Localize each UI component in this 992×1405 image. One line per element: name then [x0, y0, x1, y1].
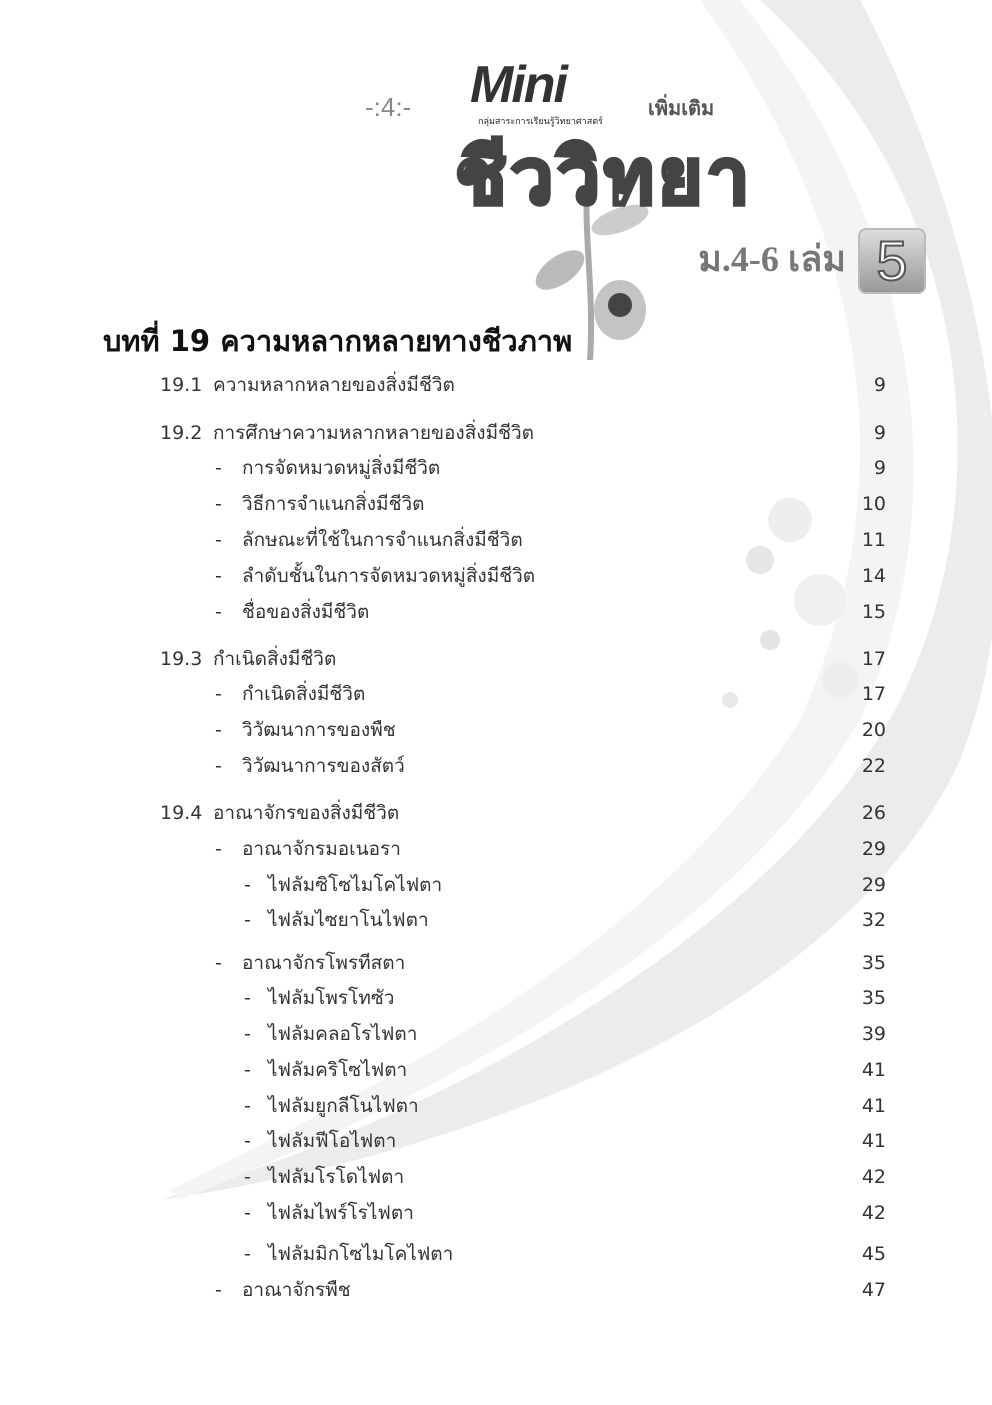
toc-entry [0, 1275, 886, 1305]
entry-title: ลำดับชั้นในการจัดหมวดหมู่สิ่งมีชีวิต [242, 565, 536, 587]
logo-title: ชีววิทยา [455, 132, 754, 221]
toc-entry [0, 525, 886, 555]
entry-bullet: - [244, 1130, 251, 1152]
toc-entry [0, 905, 886, 935]
entry-title: ไฟลัมไพร์โรไฟตา [268, 1202, 414, 1224]
ladybug-icon [608, 293, 632, 317]
entry-title: ไฟลัมซิโซไมโคไฟตา [268, 874, 443, 896]
logo-mini: Mini [470, 56, 566, 114]
entry-bullet: - [215, 719, 222, 741]
toc-entry [0, 418, 886, 448]
entry-bullet: - [215, 755, 222, 777]
entry-page: 9 [873, 457, 886, 479]
entry-title: ไฟลัมฟีโอไฟตา [268, 1130, 397, 1152]
entry-title: ไฟลัมมิกโซไมโคไฟตา [268, 1243, 454, 1265]
toc-entry [0, 1239, 886, 1269]
entry-bullet: - [244, 987, 251, 1009]
toc-entry [0, 453, 886, 483]
entry-number: 19.3 [160, 648, 203, 670]
entry-title: ไฟลัมคริโซไฟตา [268, 1059, 408, 1081]
entry-title: การศึกษาความหลากหลายของสิ่งมีชีวิต [213, 422, 534, 444]
entry-page: 20 [861, 719, 886, 741]
entry-page: 41 [861, 1095, 886, 1117]
entry-title: ไฟลัมไซยาโนไฟตา [268, 909, 429, 931]
toc-entry [0, 597, 886, 627]
toc-entry [0, 751, 886, 781]
toc-entry [0, 983, 886, 1013]
entry-bullet: - [244, 909, 251, 931]
toc-entry [0, 370, 886, 400]
entry-title: กำเนิดสิ่งมีชีวิต [213, 648, 337, 670]
entry-page: 22 [861, 755, 886, 777]
entry-bullet: - [215, 838, 222, 860]
entry-page: 9 [873, 374, 886, 396]
toc-entry [0, 644, 886, 674]
entry-page: 35 [861, 952, 886, 974]
toc-entry [0, 679, 886, 709]
entry-page: 17 [861, 683, 886, 705]
toc-entry [0, 1019, 886, 1049]
entry-title: การจัดหมวดหมู่สิ่งมีชีวิต [242, 457, 441, 479]
entry-bullet: - [215, 952, 222, 974]
entry-bullet: - [215, 683, 222, 705]
entry-page: 32 [861, 909, 886, 931]
entry-bullet: - [215, 601, 222, 623]
toc-entry [0, 798, 886, 828]
entry-title: กำเนิดสิ่งมีชีวิต [242, 683, 366, 705]
entry-page: 41 [861, 1059, 886, 1081]
entry-bullet: - [244, 1202, 251, 1224]
entry-page: 47 [861, 1279, 886, 1301]
entry-title: อาณาจักรของสิ่งมีชีวิต [213, 802, 400, 824]
entry-title: อาณาจักรโพรทีสตา [242, 952, 406, 974]
entry-page: 15 [861, 601, 886, 623]
entry-title: ไฟลัมคลอโรไฟตา [268, 1023, 418, 1045]
entry-title: ชื่อของสิ่งมีชีวิต [242, 601, 370, 623]
grade-label: ม.4-6 เล่ม [698, 239, 846, 279]
toc-entry [0, 1162, 886, 1192]
entry-number: 19.2 [160, 422, 203, 444]
entry-bullet: - [244, 1166, 251, 1188]
entry-page: 39 [861, 1023, 886, 1045]
volume-badge: 5 [858, 228, 926, 294]
toc-entry [0, 1198, 886, 1228]
entry-page: 9 [873, 422, 886, 444]
toc-entry [0, 870, 886, 900]
entry-title: ไฟลัมโพรโทซัว [268, 987, 395, 1009]
entry-page: 29 [861, 838, 886, 860]
entry-bullet: - [244, 1095, 251, 1117]
toc-entry [0, 1126, 886, 1156]
entry-page: 29 [861, 874, 886, 896]
entry-bullet: - [244, 1023, 251, 1045]
entry-bullet: - [215, 1279, 222, 1301]
entry-page: 10 [861, 493, 886, 515]
toc-entry [0, 715, 886, 745]
toc-entry [0, 948, 886, 978]
entry-title: ไฟลัมโรโดไฟตา [268, 1166, 405, 1188]
entry-bullet: - [215, 457, 222, 479]
toc-entry [0, 561, 886, 591]
entry-title: ไฟลัมยูกลีโนไฟตา [268, 1095, 419, 1117]
entry-number: 19.1 [160, 374, 203, 396]
entry-page: 17 [861, 648, 886, 670]
entry-title: อาณาจักรมอเนอรา [242, 838, 401, 860]
entry-bullet: - [244, 1243, 251, 1265]
page-number: -:4:- [365, 92, 412, 122]
entry-number: 19.4 [160, 802, 203, 824]
entry-bullet: - [215, 565, 222, 587]
entry-page: 42 [861, 1166, 886, 1188]
entry-title: อาณาจักรพืช [242, 1279, 351, 1301]
entry-page: 45 [861, 1243, 886, 1265]
toc-entry [0, 1091, 886, 1121]
entry-page: 26 [861, 802, 886, 824]
entry-bullet: - [244, 874, 251, 896]
entry-page: 41 [861, 1130, 886, 1152]
entry-page: 11 [861, 529, 886, 551]
logo-subtitle: กลุ่มสาระการเรียนรู้วิทยาศาสตร์ [478, 117, 603, 127]
entry-title: ความหลากหลายของสิ่งมีชีวิต [213, 374, 455, 396]
entry-title: วิธีการจำแนกสิ่งมีชีวิต [242, 493, 425, 515]
entry-bullet: - [215, 529, 222, 551]
toc-entry [0, 834, 886, 864]
entry-title: ลักษณะที่ใช้ในการจำแนกสิ่งมีชีวิต [242, 529, 523, 551]
toc-entry [0, 1055, 886, 1085]
entry-page: 42 [861, 1202, 886, 1224]
logo-extra: เพิ่มเติม [648, 96, 715, 120]
chapter-title: บทที่ 19 ความหลากหลายทางชีวภาพ [103, 324, 573, 358]
entry-bullet: - [215, 493, 222, 515]
entry-title: วิวัฒนาการของพืช [242, 719, 396, 741]
entry-title: วิวัฒนาการของสัตว์ [242, 755, 405, 777]
entry-page: 35 [861, 987, 886, 1009]
entry-bullet: - [244, 1059, 251, 1081]
entry-page: 14 [861, 565, 886, 587]
toc-entry [0, 489, 886, 519]
